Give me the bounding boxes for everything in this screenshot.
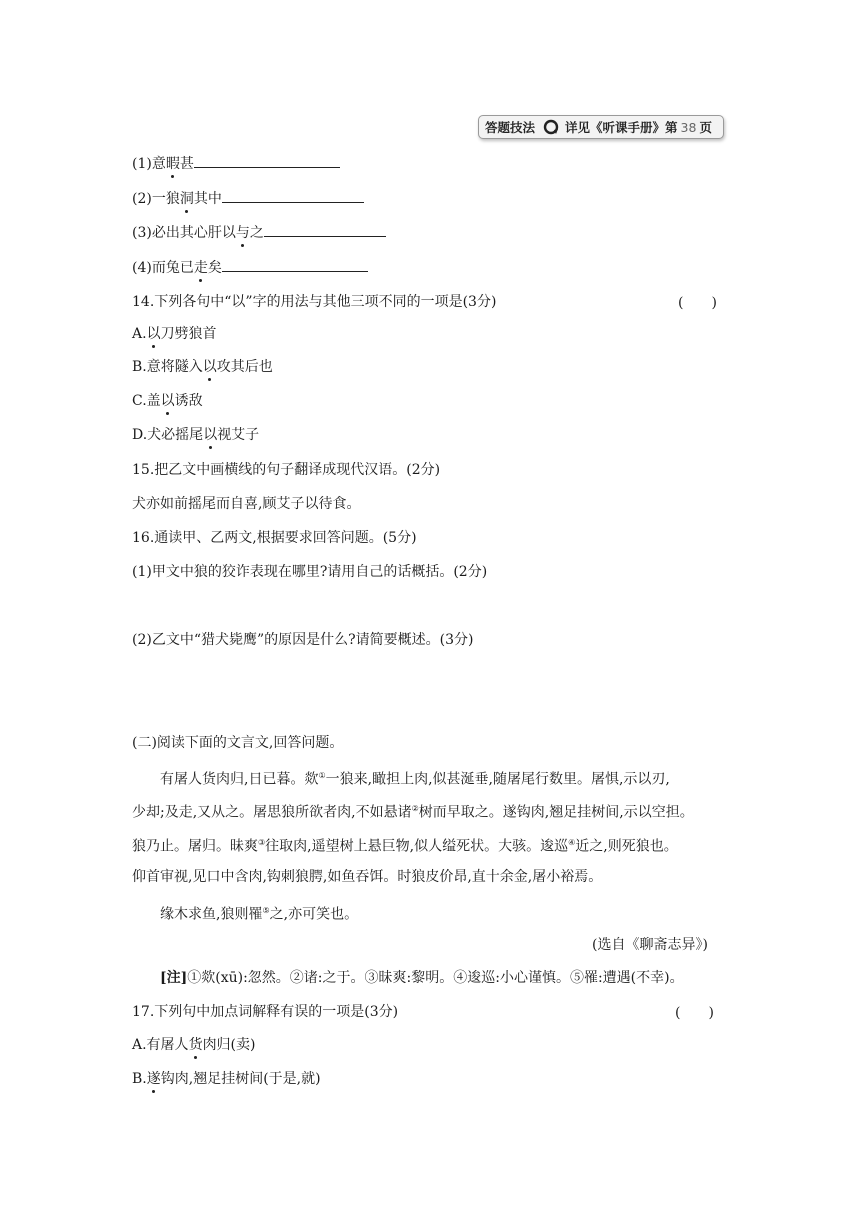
q16-stem: 16.通读甲、乙两文,根据要求回答问题。(5分) (132, 530, 417, 546)
answer-blank[interactable] (194, 153, 340, 168)
passage-line-1: 有屠人货肉归,日已暮。欻①一狼来,瞰担上肉,似甚涎垂,随屠尾行数里。屠惧,示以刃, (160, 771, 670, 788)
q17-stem: 17.下列句中加点词解释有误的一项是(3分) (132, 1004, 399, 1020)
q13-item-2: (2)一狼洞其中 (132, 188, 364, 209)
answer-blank[interactable] (264, 222, 386, 237)
dotted-char: 暇 (165, 156, 180, 172)
q13-item-1: (1)意暇甚 (132, 153, 340, 174)
ref-page: 38 (680, 119, 697, 135)
q16-sub2: (2)乙文中“猎犬毙鹰”的原因是什么?请简要概述。(3分) (132, 632, 474, 648)
q14-stem: 14.下列各句中“以”字的用法与其他三项不同的一项是(3分) (132, 294, 497, 310)
passage-line-4: 仰首审视,见口中含肉,钩刺狼腭,如鱼吞饵。时狼皮价昂,直十余金,屠小裕焉。 (132, 869, 603, 885)
passage-notes: [注]①欻(xū):忽然。②诸:之于。③昧爽:黎明。④逡巡:小心谨慎。⑤罹:遭遇(不幸)。 (160, 970, 684, 986)
reference-box (478, 115, 724, 139)
q13-item-3: (3)必出其心肝以与之 (132, 222, 386, 243)
footnote-mark: ③ (258, 838, 266, 847)
passage-line-2: 少却;及走,又从之。屠思狼所欲者肉,不如悬诸②树而早取之。遂钩肉,翘足挂树间,示以空担。 (132, 804, 694, 821)
dotted-char: 与 (235, 225, 250, 241)
footnote-mark: ① (318, 771, 326, 780)
passage-line-5: 缘木求鱼,狼则罹⑤之,亦可笑也。 (160, 906, 359, 923)
ref-text: 详见《听课手册》第 (565, 120, 678, 135)
ref-unit: 页 (699, 120, 712, 135)
dotted-char: 洞 (179, 191, 194, 207)
cycle-arrow-icon (543, 119, 559, 135)
ref-label: 答题技法 (485, 120, 536, 135)
q15-stem: 15.把乙文中画横线的句子翻译成现代汉语。(2分) (132, 462, 441, 478)
q13-item-4: (4)而兔已走矣 (132, 257, 368, 278)
q14-option-d[interactable]: D.犬必摇尾以视艾子 (132, 427, 260, 443)
q15-sentence: 犬亦如前摇尾而自喜,顾艾子以待食。 (132, 496, 361, 512)
passage-source: (选自《聊斋志异》) (592, 937, 708, 953)
q14-option-a[interactable]: A.以刀劈狼首 (132, 326, 217, 342)
q14-option-b[interactable]: B.意将隧入以攻其后也 (132, 359, 273, 375)
answer-blank[interactable] (222, 257, 368, 272)
q16-sub1: (1)甲文中狼的狡诈表现在哪里?请用自己的话概括。(2分) (132, 564, 488, 580)
section2-heading: (二)阅读下面的文言文,回答问题。 (132, 735, 344, 751)
q14-option-c[interactable]: C.盖以诱敌 (132, 393, 203, 409)
dotted-char: 走 (193, 260, 208, 276)
q17-answer-paren[interactable]: ( ) (675, 1005, 714, 1021)
q17-option-a[interactable]: A.有屠人货肉归(卖) (132, 1037, 256, 1053)
footnote-mark: ② (411, 804, 419, 813)
q17-option-b[interactable]: B.遂钩肉,翘足挂树间(于是,就) (132, 1071, 321, 1087)
passage-line-3: 狼乃止。屠归。昧爽③往取肉,遥望树上悬巨物,似人缢死状。大骇。逡巡④近之,则死狼也。 (132, 838, 678, 855)
footnote-mark: ⑤ (262, 906, 270, 915)
q14-answer-paren[interactable]: ( ) (678, 295, 717, 311)
answer-blank[interactable] (222, 188, 364, 203)
footnote-mark: ④ (568, 838, 576, 847)
